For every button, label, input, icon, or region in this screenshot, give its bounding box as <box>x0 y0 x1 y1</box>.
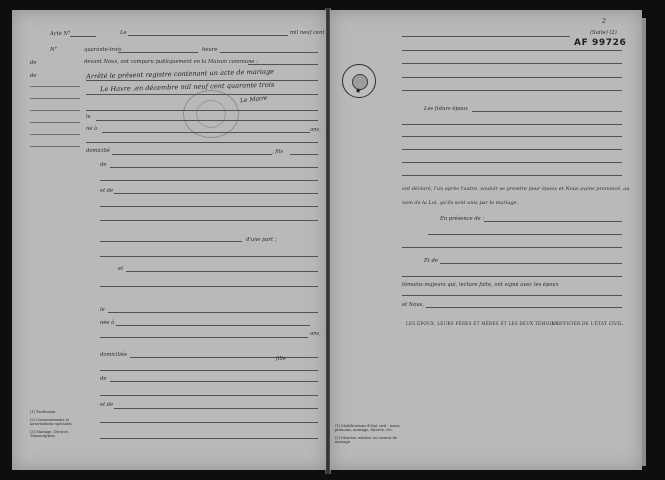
signature-line-parties: LES ÉPOUX, LEURS PÈRES ET MÈRES ET LES DEUX TÉMOINS. <box>406 321 560 326</box>
futurs-epoux-label: Les futurs époux <box>424 106 469 112</box>
le-label-2: le <box>86 114 91 120</box>
ans-label: ans, <box>310 127 321 133</box>
le-label-3: le <box>100 307 105 313</box>
signature-line-officer: L'OFFICIER DE L'ÉTAT CIVIL. <box>552 321 624 326</box>
de-label-1: de <box>30 60 37 66</box>
footnote-left-1: (1) Profession. <box>30 410 57 414</box>
de-label-4: de <box>100 376 107 382</box>
et-label: et <box>118 266 124 272</box>
temoins-text: témoins majeurs qui, lecture faite, ont signé avec les époux <box>402 282 559 288</box>
document-number: AF 99726 <box>574 38 627 48</box>
declaration-text-2: nom de la Loi, qu'ils sont unis par le mariage. <box>402 200 519 206</box>
n-label: N° <box>50 47 58 53</box>
right-page <box>330 10 642 470</box>
devant-text: devant Nous, ont comparu publiquement en la Maison commune : <box>84 59 258 65</box>
ans-label-2: ans, <box>310 331 321 337</box>
declaration-text: ont déclaré, l'un après l'autre, vouloir se prendre pour époux et Nous avons prononcé, au <box>402 186 630 192</box>
mil-label: mil neuf cent <box>290 30 325 36</box>
suite-label: (Suite) (2) <box>590 30 617 36</box>
domiciliee-label: domiciliée <box>100 352 128 358</box>
de-label-2: de <box>30 73 37 79</box>
top-page-mark: 2 <box>602 18 606 25</box>
faded-stamp <box>183 90 239 138</box>
en-presence-label: En présence de : <box>440 216 485 222</box>
et-nous-label: et Nous, <box>402 302 425 308</box>
left-page <box>12 10 326 470</box>
et-de-label-2: et de <box>100 402 114 408</box>
heure-label: heure <box>202 47 218 53</box>
acte-label: Acte N° <box>50 31 71 37</box>
handwritten-line-3: Le Havre ,en décembre mil neuf cent quarante trois <box>99 80 275 94</box>
quarante-label: quarante-trois <box>84 47 122 53</box>
dune-part-label: d'une part ; <box>246 237 277 243</box>
footnote-left-2: (2) Consentements et autorisations spéciales. <box>30 418 73 427</box>
handwritten-line-1: Arrêté le présent registre contenant un acte de mariage <box>85 67 275 81</box>
footnote-left-3: (3) Mariage, Divorce, Transcription <box>30 430 70 439</box>
page-edge <box>642 18 646 466</box>
star-icon: ★ <box>355 87 362 95</box>
et-de-label-right: Et de <box>424 258 438 264</box>
de-label-3: de <box>100 162 107 168</box>
domicile-label: domicilié <box>86 148 110 154</box>
fils-label: , fils <box>272 149 284 155</box>
et-de-label: et de <box>100 188 114 194</box>
official-seal <box>342 64 376 98</box>
handwritten-signature: Le Maire <box>239 94 268 105</box>
le-label: Le <box>120 30 127 36</box>
fille-label: fille <box>276 356 286 362</box>
footnote-right-1: (1) Modifications d'état civil : noms, prénoms, mariage, divorce, etc. <box>335 424 401 433</box>
ne-a-label: né à <box>86 126 98 132</box>
nee-a-label: née à <box>100 320 115 326</box>
footnote-right-2: (2) Mention relative au contrat de mariage. <box>335 436 398 445</box>
